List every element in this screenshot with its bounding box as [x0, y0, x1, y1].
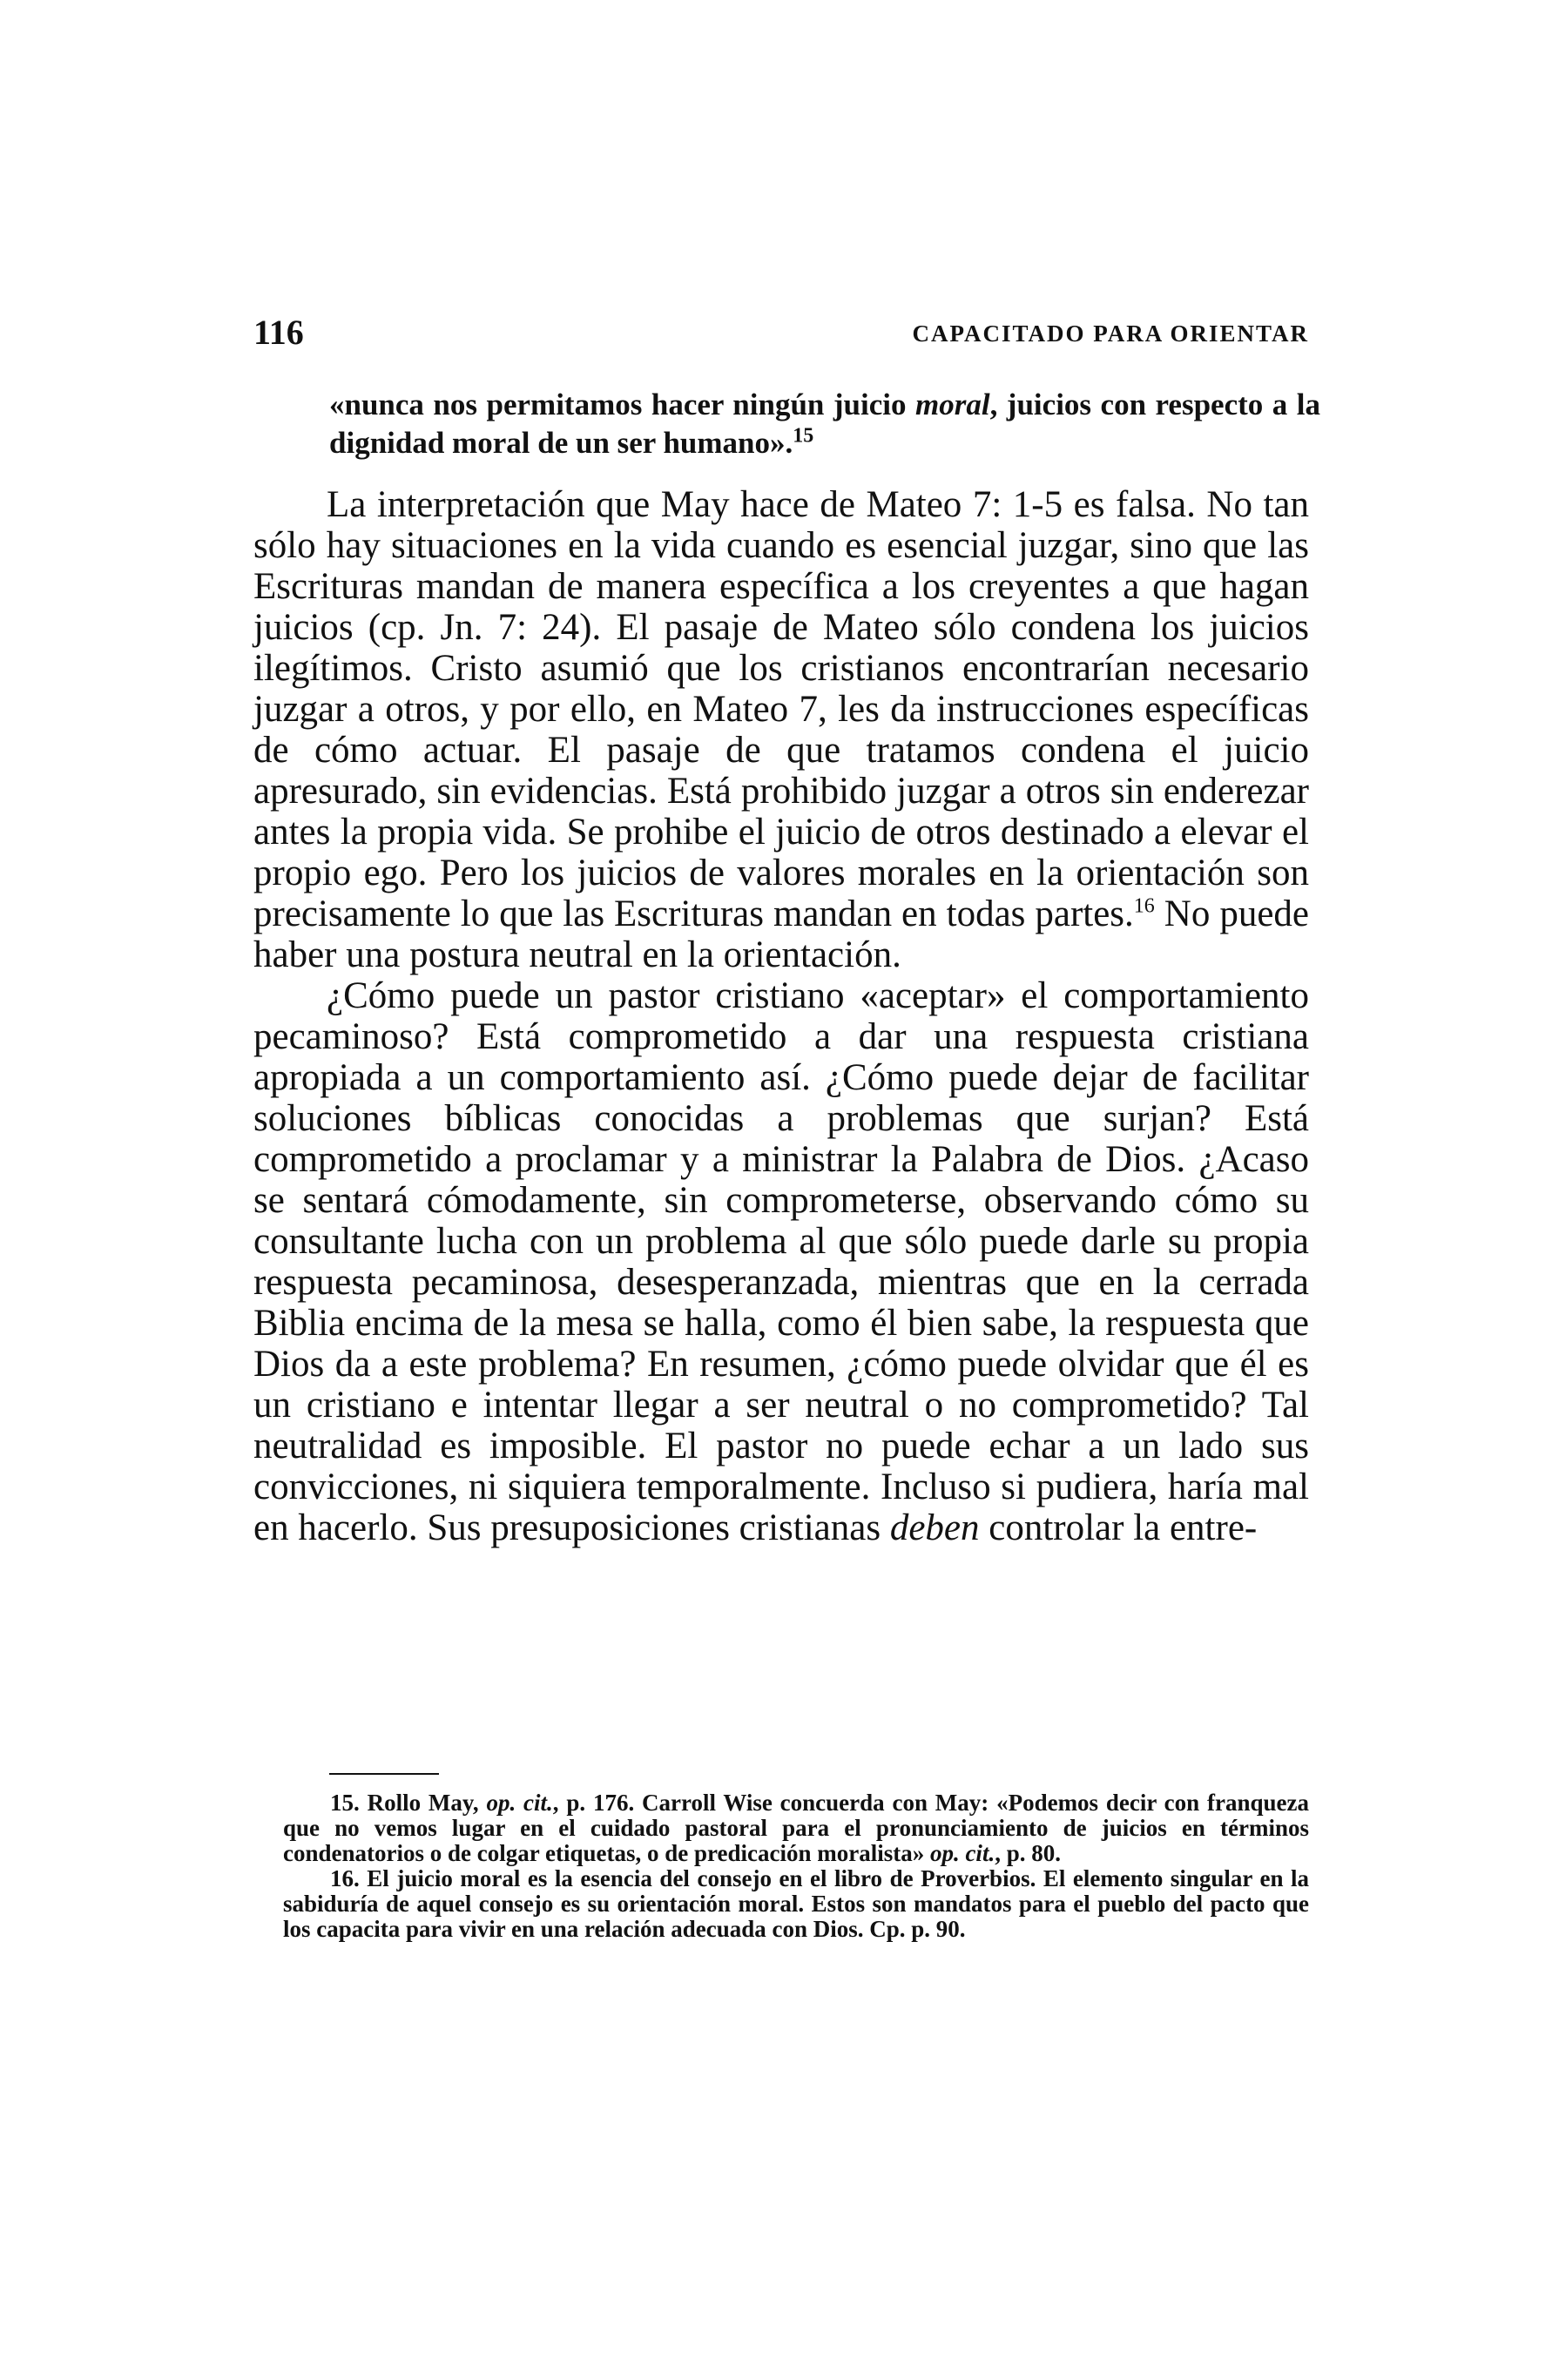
body-text: [253, 484, 1309, 1548]
footnote-text: 15. Rollo May,: [330, 1790, 487, 1816]
footnote-16: 16. El juicio moral es la esencia del consejo en el libro de Proverbios. El elemento singular en la sabiduría de aquel consejo es su orientación moral. Estos son mandatos para el pueblo del pacto que los capacita para vivir en una relación adecuada con Dios. Cp. p. 90.: [283, 1865, 1309, 1942]
block-quote: [329, 386, 1320, 462]
page-header: [253, 312, 1309, 355]
footnotes: [283, 1790, 1309, 1942]
paragraph: [253, 975, 1309, 1548]
page-number: 116: [253, 313, 304, 352]
paragraph-text-end: No puede haber una postura neutral en la orientación.: [253, 893, 1309, 975]
paragraph-text: ¿Cómo puede un pastor cristiano «aceptar» el comportamiento pecaminoso? Está comprometido a dar una respuesta cristiana apropiada a un comportamiento así. ¿Cómo puede dejar de facilitar soluciones bíblicas conocidas a problemas que surjan? Está comprometido a proclamar y a ministrar la Palabra de Dios. ¿Acaso se sentará cómodamente, sin comprometerse, observando cómo su consultante lucha con un problema al que sólo puede darle su propia respuesta pecaminosa, desesperanzada, mientras que en la cerrada Biblia encima de la mesa se halla, como él bien sabe, la respuesta que Dios da a este problema? En resumen, ¿cómo puede olvidar que él es un cristiano e intentar llegar a ser neutral o no comprometido? Tal neutralidad es imposible. El pastor no puede echar a un lado sus convicciones, ni siquiera temporalmente. Incluso si pudiera, haría mal en hacerlo. Sus presuposiciones cristianas: [253, 975, 1309, 1548]
running-head: CAPACITADO PARA ORIENTAR: [912, 320, 1309, 347]
footnote-citation: op. cit.: [929, 1840, 995, 1866]
paragraph-text-end: controlar la entre-: [979, 1507, 1258, 1548]
paragraph: [253, 484, 1309, 975]
footnote-15: [283, 1790, 1309, 1866]
quote-text-end: , juicios con respecto a la dignidad moral de un ser humano».: [329, 388, 1320, 460]
emphasis-text: deben: [889, 1507, 980, 1548]
footnote-text: , p. 80.: [995, 1840, 1061, 1866]
footnote-reference-16: 16: [1133, 894, 1155, 918]
paragraph-text: La interpretación que May hace de Mateo 7: 1-5 es falsa. No tan sólo hay situaciones en la vida cuando es esencial juzgar, sino que las Escrituras mandan de manera específica a los creyentes a que hagan juicios (cp. Jn. 7: 24). El pasaje de Mateo sólo condena los juicios ilegítimos. Cristo asumió que los cristianos encontrarían necesario juzgar a otros, y por ello, en Mateo 7, les da instrucciones específicas de cómo actuar. El pasaje de que tratamos condena el juicio apresurado, sin evidencias. Está prohibido juzgar a otros sin enderezar antes la propia vida. Se prohibe el juicio de otros destinado a elevar el propio ego. Pero los juicios de valores morales en la orientación son precisamente lo que las Escrituras mandan en todas partes.: [253, 484, 1309, 934]
footnote-text: , p. 176. Carroll Wise concuerda con May: «Podemos decir con franqueza que no vemos lugar en el cuidado pastoral para el pronunciamiento de juicios en términos condenatorios o de colgar etiquetas, o de predicación moralista»: [283, 1790, 1309, 1866]
footnote-citation: op. cit.: [486, 1790, 553, 1816]
footnote-reference-15: 15: [793, 424, 814, 448]
quote-italic: moral: [914, 388, 990, 421]
footnote-separator: [329, 1773, 439, 1775]
quote-text: «nunca nos permitamos hacer ningún juicio: [329, 388, 915, 421]
